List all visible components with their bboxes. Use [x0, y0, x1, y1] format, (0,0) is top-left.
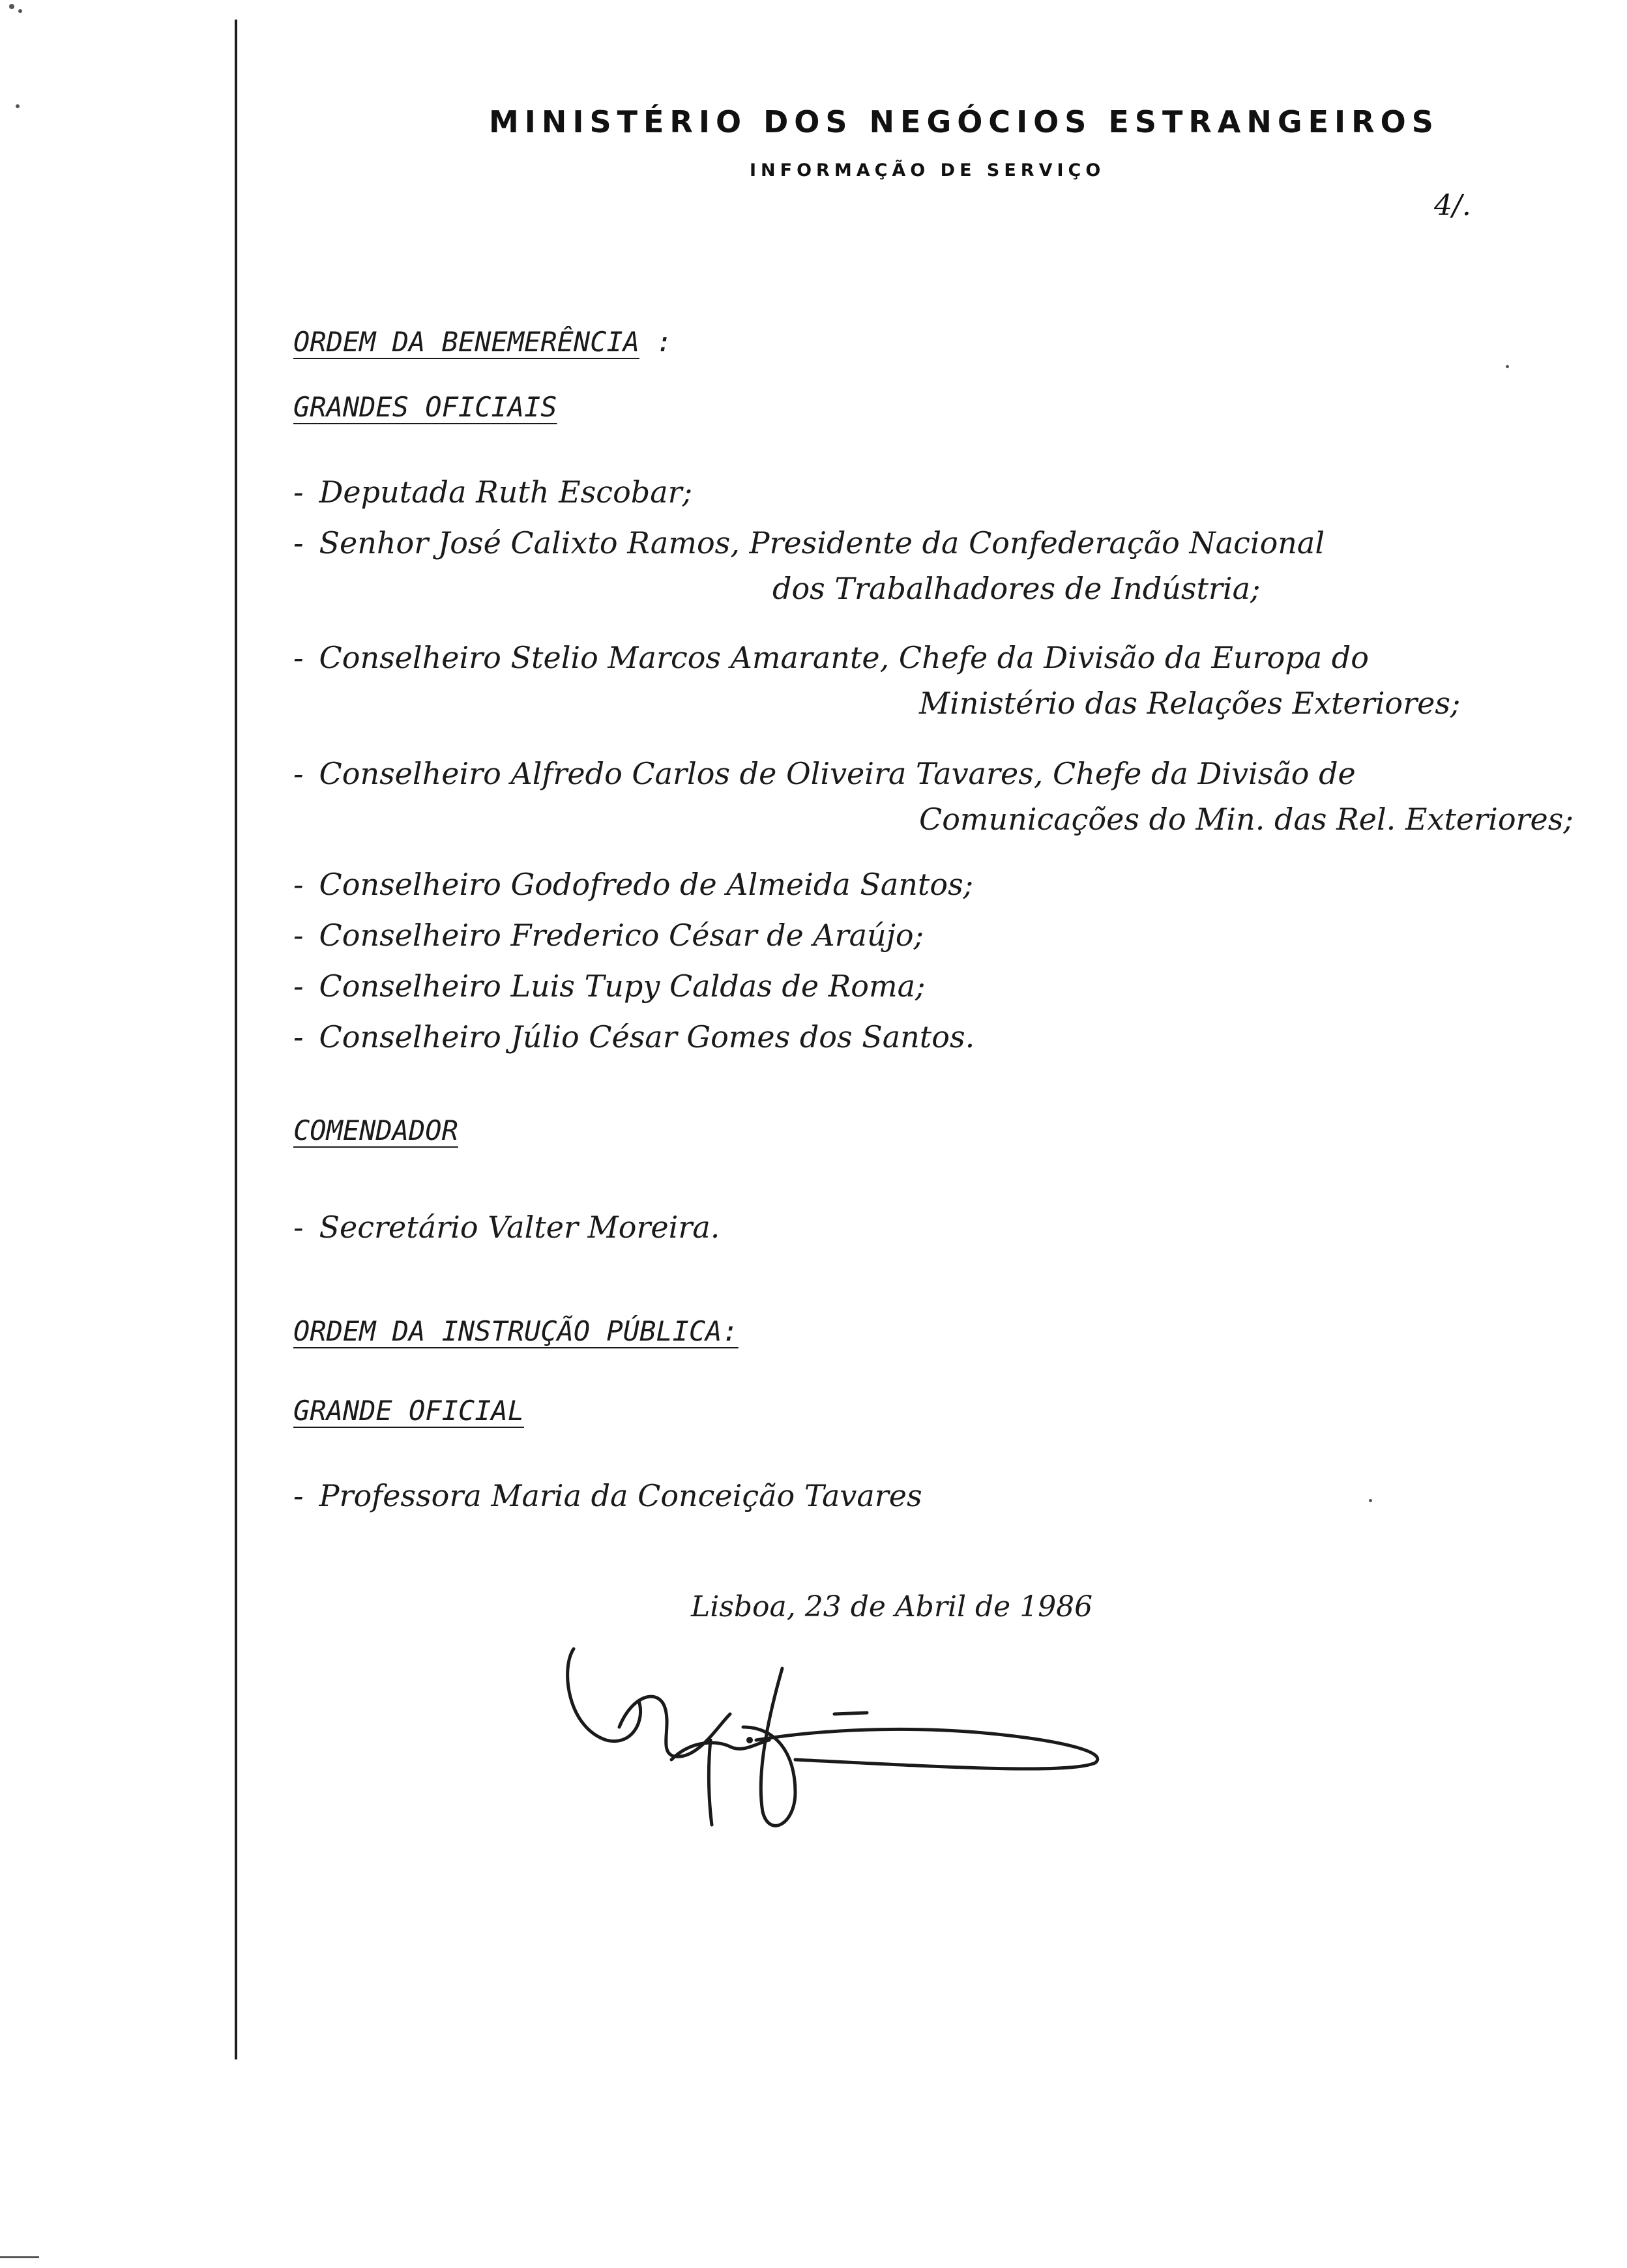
comendador-heading: COMENDADOR [293, 1114, 458, 1146]
scan-edge-mark [0, 2256, 39, 2258]
document-subtitle: INFORMAÇÃO DE SERVIÇO [750, 160, 1106, 181]
list-item-continuation: Ministério das Relações Exteriores; [919, 686, 1461, 721]
list-item: - Conselheiro Godofredo de Almeida Santos; [293, 867, 974, 902]
scan-speck [18, 9, 22, 13]
grandes-oficiais-heading: GRANDES OFICIAIS [293, 391, 557, 423]
scan-speck [1369, 1499, 1372, 1502]
list-item: - Deputada Ruth Escobar; [293, 474, 693, 510]
list-item: - Conselheiro Luis Tupy Caldas de Roma; [293, 968, 926, 1004]
page-number: 4/. [1434, 189, 1471, 222]
order-beneficence-title: ORDEM DA BENEMERÊNCIA [293, 326, 640, 358]
grande-oficial-heading: GRANDE OFICIAL [293, 1395, 525, 1427]
list-item: - Professora Maria da Conceição Tavares [293, 1478, 922, 1513]
list-item-continuation: Comunicações do Min. das Rel. Exteriores; [919, 802, 1574, 837]
list-item: - Conselheiro Stelio Marcos Amarante, Chefe da Divisão da Europa do [293, 640, 1369, 675]
list-item: - Conselheiro Frederico César de Araújo; [293, 918, 924, 953]
scan-speck [1506, 365, 1509, 368]
list-item: - Senhor José Calixto Ramos, Presidente da Confederação Nacional [293, 525, 1325, 560]
margin-rule [235, 20, 237, 2059]
place-date: Lisboa, 23 de Abril de 1986 [691, 1590, 1093, 1623]
scan-speck [9, 4, 14, 9]
order-instruction-heading: ORDEM DA INSTRUÇÃO PÚBLICA: [293, 1315, 739, 1347]
list-item: - Secretário Valter Moreira. [293, 1210, 720, 1245]
scan-speck [16, 104, 20, 108]
list-item: - Conselheiro Alfredo Carlos de Oliveira Tavares, Chefe da Divisão de [293, 756, 1356, 791]
list-item: - Conselheiro Júlio César Gomes dos Santos. [293, 1019, 975, 1054]
order-beneficence-colon: : [656, 326, 673, 358]
order-beneficence-heading [293, 326, 673, 358]
list-item-continuation: dos Trabalhadores de Indústria; [772, 571, 1261, 606]
ministry-title: MINISTÉRIO DOS NEGÓCIOS ESTRANGEIROS [489, 104, 1439, 139]
signature [561, 1629, 1121, 1838]
